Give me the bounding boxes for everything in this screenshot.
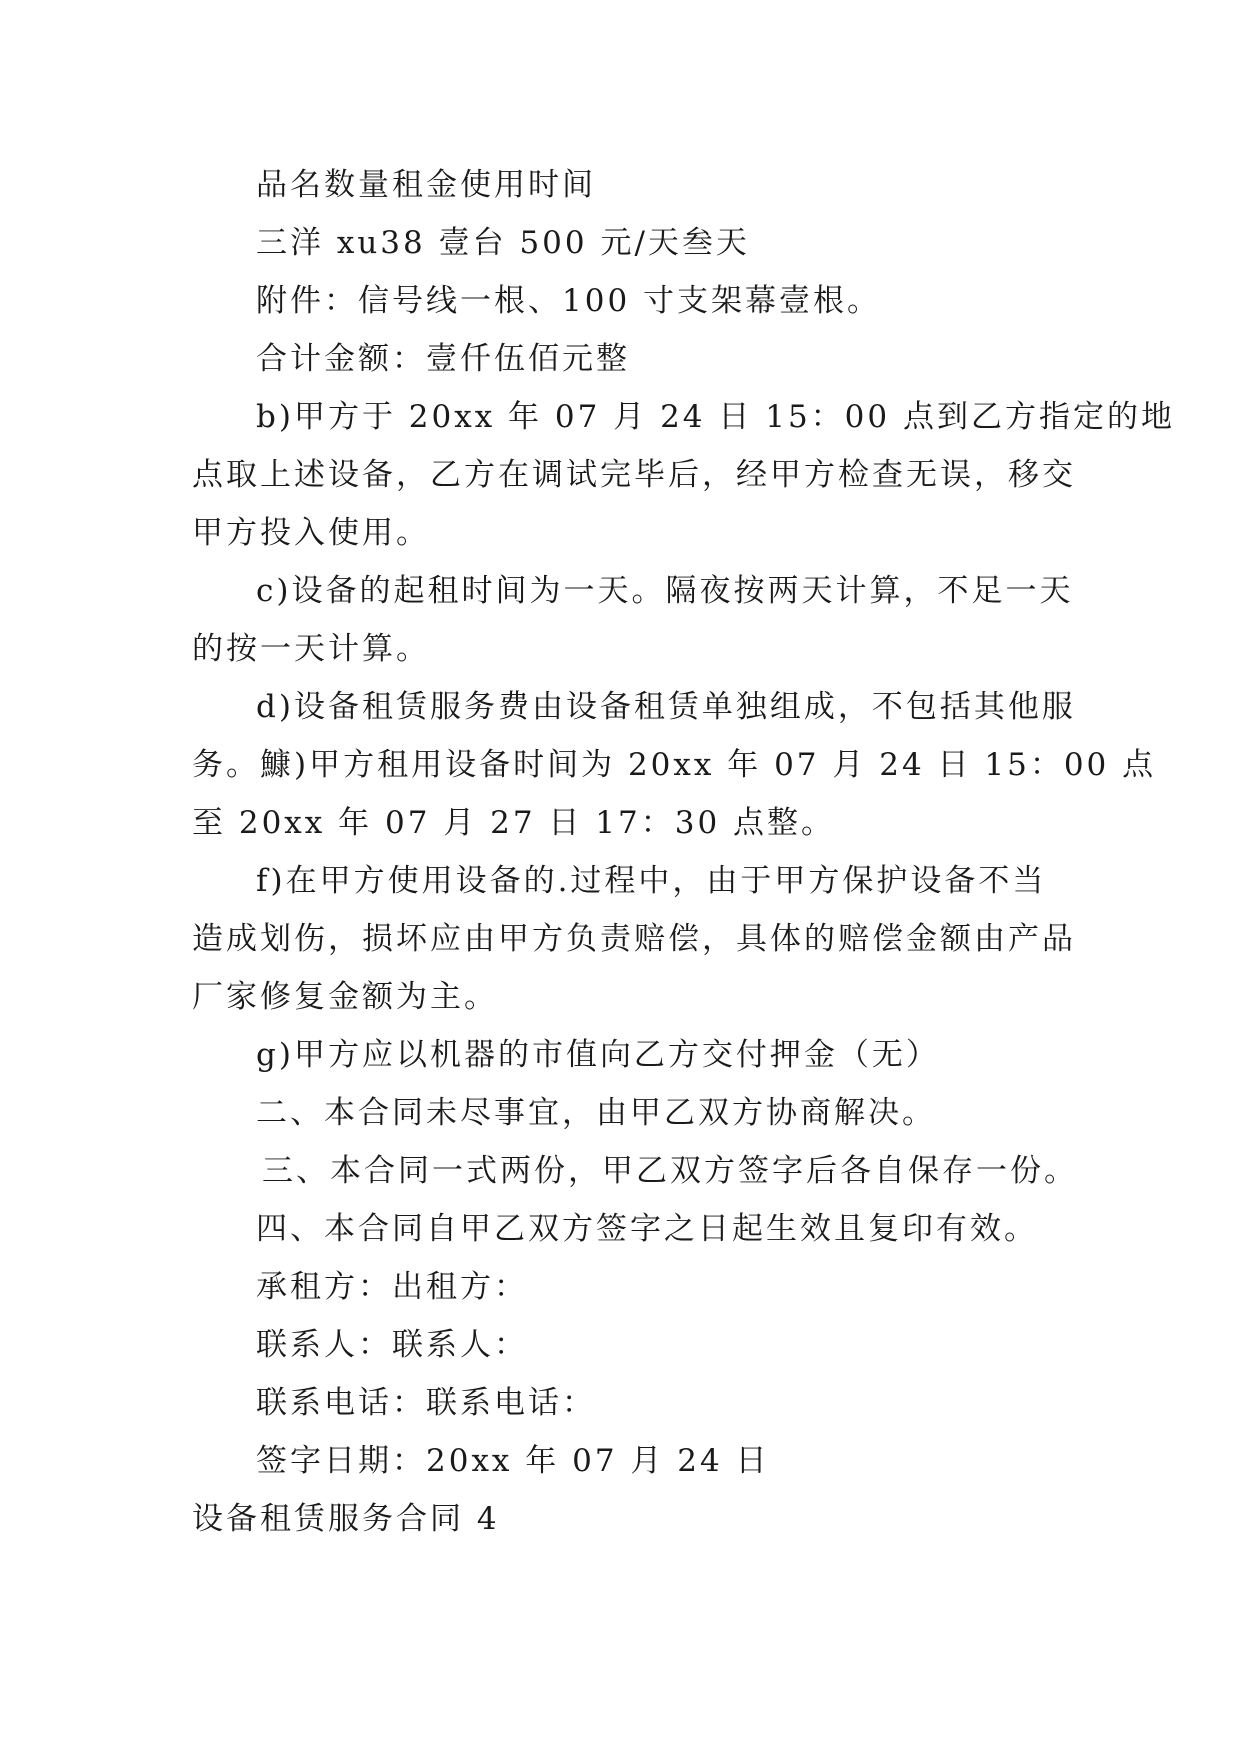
total-amount-line: 合计金额：壹仟伍佰元整 — [256, 341, 630, 377]
party-names-line: 承租方：出租方： — [256, 1269, 528, 1305]
signing-date-line: 签字日期：20xx 年 07 月 24 日 — [256, 1443, 770, 1479]
clause-c-line-1: c)设备的起租时间为一天。隔夜按两天计算，不足一天 — [256, 573, 1074, 609]
clause-c-line-2: 的按一天计算。 — [192, 631, 430, 667]
clause-b-line-2: 点取上述设备，乙方在调试完毕后，经甲方检查无误，移交 — [192, 457, 1076, 493]
clause-g-line: g)甲方应以机器的市值向乙方交付押金（无） — [256, 1037, 940, 1073]
clause-f-line-3: 厂家修复金额为主。 — [192, 979, 498, 1015]
contact-person-line: 联系人：联系人： — [256, 1327, 528, 1363]
clause-d-line-3: 至 20xx 年 07 月 27 日 17：30 点整。 — [192, 805, 836, 841]
accessories-line: 附件：信号线一根、100 寸支架幕壹根。 — [256, 283, 882, 319]
clause-f-line-2: 造成划伤，损坏应由甲方负责赔偿，具体的赔偿金额由产品 — [192, 921, 1076, 957]
contact-phone-line: 联系电话：联系电话： — [256, 1385, 596, 1421]
item-detail-line: 三洋 xu38 壹台 500 元/天叁天 — [256, 225, 750, 261]
clause-d-line-1: d)设备租赁服务费由设备租赁单独组成，不包括其他服 — [256, 689, 1076, 725]
article-4-line: 四、本合同自甲乙双方签字之日起生效且复印有效。 — [256, 1211, 1038, 1247]
article-2-line: 二、本合同未尽事宜，由甲乙双方协商解决。 — [256, 1095, 936, 1131]
next-contract-heading: 设备租赁服务合同 4 — [192, 1501, 500, 1537]
clause-b-line-1: b)甲方于 20xx 年 07 月 24 日 15：00 点到乙方指定的地 — [256, 399, 1175, 435]
clause-f-line-1: f)在甲方使用设备的.过程中，由于甲方保护设备不当 — [256, 863, 1047, 899]
item-header-line: 品名数量租金使用时间 — [256, 167, 596, 203]
clause-b-line-3: 甲方投入使用。 — [192, 515, 430, 551]
clause-d-line-2: 务。鱇)甲方租用设备时间为 20xx 年 07 月 24 日 15：00 点 — [192, 747, 1157, 783]
article-3-line: 三、本合同一式两份，甲乙双方签字后各自保存一份。 — [262, 1153, 1078, 1189]
